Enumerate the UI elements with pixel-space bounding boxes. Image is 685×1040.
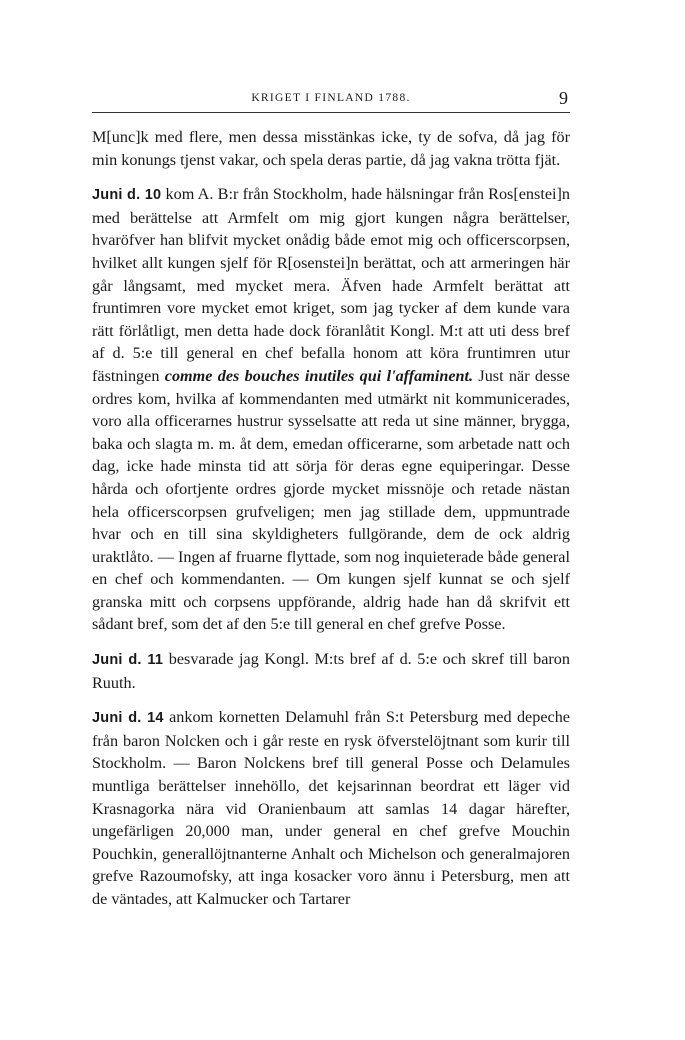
- french-phrase: comme des bouches inutiles qui l'affaminent.: [164, 366, 474, 385]
- date-heading: Juni d. 10: [92, 187, 162, 204]
- paragraph-text: Just när desse ordres kom, hvilka af kommendanten med utmärkt nit kommunicerades, voro alla officerarnes hustrur sysselsatte att reda ut sine männer, brygga, baka och slagta m. m. åt dem, emedan officerarne, som arbetade natt och dag, icke hade minsta tid att sörja för deras egne equiperingar. Desse hårda och ofortjente ordres gjorde mycket missnöje och retade nästan hela officerscorpsen grufveligen; men jag stillade dem, uppmuntrade hvar och en till sina skyldigheters fullgörande, dem de ock aldrig uraktlåto. — Ingen af fruarne flyttade, som nog inquieterade både general en chef och kommendanten. — Om kungen sjelf kunnat se och sjelf granska mitt och corpsens uppförande, aldrig hade han då skrifvit ett sådant bref, som det af den 5:e till general en chef grefve Posse.: [92, 366, 570, 634]
- body-text: [92, 126, 570, 923]
- page-header: [92, 90, 570, 113]
- date-heading: Juni d. 11: [92, 652, 164, 669]
- paragraph-2: [92, 183, 570, 636]
- paragraph-4: [92, 706, 570, 910]
- running-title: KRIGET I FINLAND 1788.: [251, 92, 411, 104]
- date-heading: Juni d. 14: [92, 710, 164, 727]
- paragraph-text: besvarade jag Kongl. M:ts bref af d. 5:e och skref till baron Ruuth.: [92, 650, 570, 692]
- paragraph-3: [92, 648, 570, 694]
- paragraph-text: kom A. B:r från Stockholm, hade hälsningar från Ros[enstei]n med berättelse att Armfelt om mig gjort kungen några berättelser, hvaröfver han blifvit mycket onådig både emot mig och officerscorpsen, hvilket allt kungen sjelf för R[osenstei]n berättat, och att armeringen här går långsamt, med mycket mera. Äfven hade Armfelt berättat att fruntimren vore mycket emot kriget, som jag tycker af dem kunde vara rätt förlåtligt, men detta hade dock föranlåtit Kongl. M:t att uti dess bref af d. 5:e till general en chef befalla honom att köra fruntimren utur fästningen: [92, 185, 570, 385]
- paragraph-1: M[unc]k med flere, men dessa misstänkas icke, ty de sofva, då jag för min konungs tjenst vakar, och spela deras partie, då jag vakna trötta fjät.: [92, 128, 570, 169]
- paragraph-text: ankom kornetten Delamuhl från S:t Petersburg med depeche från baron Nolcken och i går reste en rysk öfverstelöjtnant som kurir till Stockholm. — Baron Nolckens bref till general Posse och Delamules muntliga berättelser innehöllo, det kejsarinnan beordrat ett läger vid Krasnagorka nära vid Oranienbaum att samlas 14 dagar härefter, ungefärligen 20,000 man, under general en chef grefve Mouchin Pouchkin, generallöjtnanterne Anhalt och Michelson och generalmajoren grefve Razoumofsky, att inga kosacker voro ännu i Petersburg, men att de väntades, att Kalmucker och Tartarer: [92, 708, 570, 908]
- page-number: 9: [559, 88, 568, 108]
